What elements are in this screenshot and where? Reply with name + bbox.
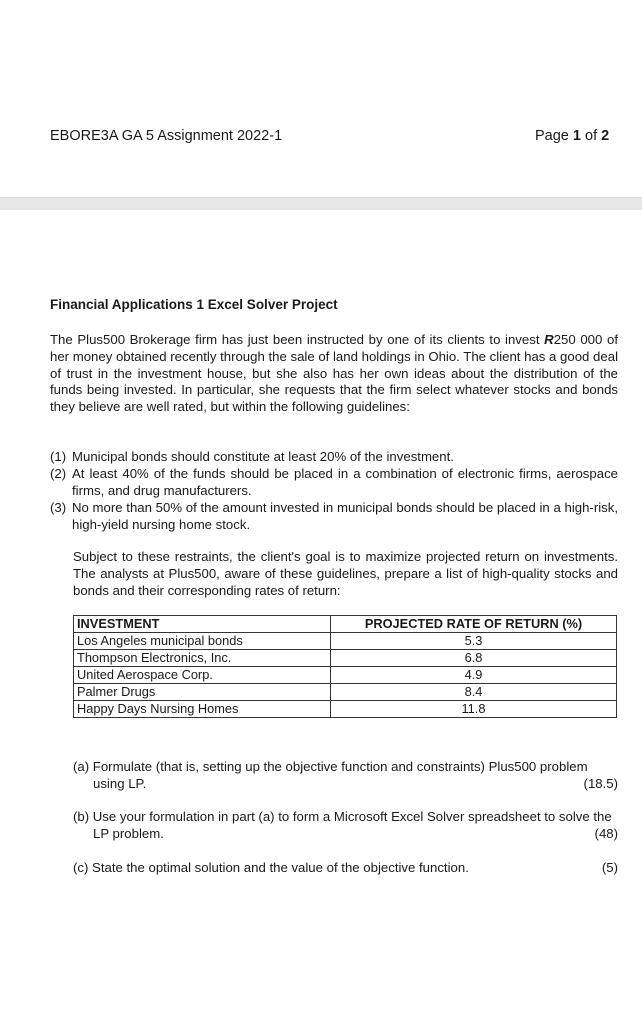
page-number [535,128,609,144]
intro-text-before: The Plus500 Brokerage firm has just been instructed by one of its clients to invest [50,332,545,347]
page-divider [0,197,642,210]
question-marks: (18.5) [583,775,618,791]
question-b [73,809,618,843]
subject-paragraph: Subject to these restraints, the client's goal is to maximize projected return on investments. The analysts at Plus500, aware of these guidelines, prepare a list of high-quality stocks and bonds and their corresponding rates of return: [73,549,618,598]
guideline-item [50,449,618,466]
table-row [74,684,617,701]
return-rate: 5.3 [331,633,617,650]
return-rate: 8.4 [331,684,617,701]
rate-column-header: PROJECTED RATE OF RETURN (%) [331,616,617,633]
question-a [73,759,618,793]
return-rate: 4.9 [331,667,617,684]
table-row [74,633,617,650]
table-row [74,650,617,667]
guideline-number: (2) [50,466,67,481]
page-prefix: Page [535,128,573,144]
question-marks: (5) [601,860,618,875]
guideline-text: At least 40% of the funds should be placed in a combination of electronic firms, aerospace firms, and drug manufacturers. [72,466,618,498]
intro-paragraph [50,332,618,416]
guideline-text: Municipal bonds should constitute at least 20% of the investment. [72,449,454,464]
investment-name: Happy Days Nursing Homes [74,701,331,718]
page-mid: of [580,128,602,144]
question-text: (a) Formulate (that is, setting up the objective function and constraints) Plus500 problem using LP. [73,759,588,791]
guideline-number: (1) [50,449,67,464]
guideline-number: (3) [50,500,67,515]
table-row [74,667,617,684]
page-current: 1 [572,128,581,144]
intro-text-after: 250 000 of her money obtained recently through the sale of land holdings in Ohio. The client has a good deal of trust in the investment house, but she also has her own ideas about the distribution of the funds being invested. In particular, she requests that the firm select whatever stocks and bonds they believe are well rated, but within the following guidelines: [50,332,618,415]
return-rate: 11.8 [331,701,617,718]
investment-name: Palmer Drugs [74,684,331,701]
guideline-text: No more than 50% of the amount invested in municipal bonds should be placed in a high-risk, high-yield nursing home stock. [72,500,618,532]
investment-column-header: INVESTMENT [74,616,331,633]
page-total: 2 [601,128,610,144]
return-rate: 6.8 [331,650,617,667]
question-marks: (48) [594,825,618,841]
question-text: (b) Use your formulation in part (a) to form a Microsoft Excel Solver spreadsheet to solve the LP problem. [73,809,612,841]
document-header-code: EBORE3A GA 5 Assignment 2022-1 [50,128,283,144]
guideline-item [50,466,618,500]
currency-symbol: R [544,332,554,347]
question-text: (c) State the optimal solution and the value of the objective function. [73,860,469,875]
investment-name: United Aerospace Corp. [74,667,331,684]
guideline-item [50,500,618,534]
question-c [73,860,618,877]
table-header-row [74,616,617,633]
investment-name: Los Angeles municipal bonds [74,633,331,650]
table-row [74,701,617,718]
investment-name: Thompson Electronics, Inc. [74,650,331,667]
project-title: Financial Applications 1 Excel Solver Project [50,297,338,312]
investment-table [73,615,617,718]
